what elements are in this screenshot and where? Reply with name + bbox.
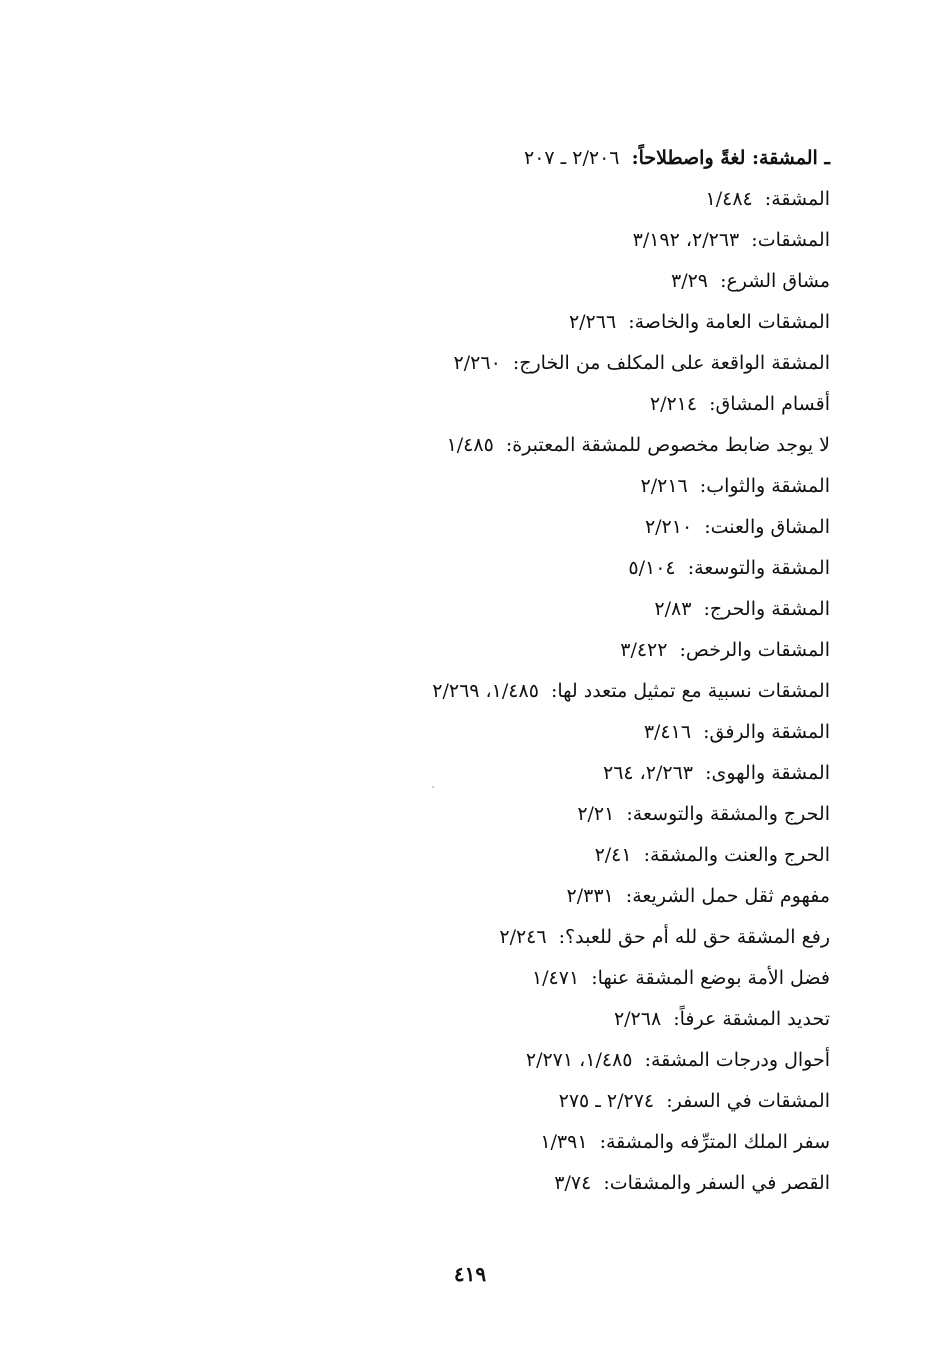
index-entry <box>130 794 830 835</box>
index-entry <box>130 507 830 548</box>
index-entry <box>130 630 830 671</box>
entry-term: المشقة الواقعة على المكلف من الخارج: <box>512 352 830 374</box>
subject-index-list <box>130 138 830 1204</box>
index-entry <box>130 1040 830 1081</box>
entry-ref: ٢/٢٦٨ <box>613 1008 662 1030</box>
index-entry <box>130 999 830 1040</box>
entry-term: أحوال ودرجات المشقة: <box>644 1049 830 1071</box>
entry-ref: ٣/٧٤ <box>554 1172 592 1194</box>
entry-ref: ٢/٣٣١ <box>566 885 614 907</box>
entry-ref: ٢/٤١ <box>594 844 632 866</box>
entry-ref: ١/٤٨٥ <box>446 434 494 456</box>
entry-term: المشقات في السفر: <box>666 1090 830 1112</box>
index-entry <box>130 343 830 384</box>
entry-term: المشقة والحرج: <box>703 598 830 620</box>
entry-term: أقسام المشاق: <box>709 393 830 415</box>
index-entry <box>130 220 830 261</box>
index-entry <box>130 917 830 958</box>
entry-ref: ٢/٢٦٦ <box>568 311 617 333</box>
entry-ref: ٢/٢٦٠ <box>453 352 501 374</box>
entry-ref: ٢/٢١٦ <box>640 475 688 497</box>
entry-ref: ٣/٢٩ <box>670 270 709 292</box>
scan-speck <box>432 786 434 788</box>
index-entry <box>130 1081 830 1122</box>
entry-ref: ٢/٢١٠ <box>644 516 693 538</box>
entry-ref: ١/٤٨٥، ٢/٢٦٩ <box>432 680 539 702</box>
entry-term: المشقة والرفق: <box>703 721 830 743</box>
entry-dash: ـ <box>817 147 830 169</box>
entry-term: المشقة والثواب: <box>699 475 830 497</box>
entry-term: القصر في السفر والمشقات: <box>603 1172 830 1194</box>
index-entry <box>130 1122 830 1163</box>
index-entry <box>130 876 830 917</box>
entry-term: مشاق الشرع: <box>720 270 830 292</box>
entry-term: تحديد المشقة عرفاً: <box>673 1008 830 1030</box>
entry-term: رفع المشقة حق لله أم حق للعبد؟: <box>558 926 830 948</box>
entry-term: المشقة: لغةً واصطلاحاً: <box>631 147 818 169</box>
entry-ref: ٢/٢٧٤ ـ ٢٧٥ <box>558 1090 655 1112</box>
entry-term: الحرج والعنت والمشقة: <box>643 844 830 866</box>
entry-term: المشقات: <box>751 229 830 251</box>
entry-ref: ٣/٤١٦ <box>643 721 692 743</box>
entry-ref: ١/٤٧١ <box>531 967 580 989</box>
entry-term: فضل الأمة بوضع المشقة عنها: <box>591 967 830 989</box>
entry-ref: ٢/٢٦٣، ٣/١٩٢ <box>632 229 740 251</box>
entry-ref: ٢/٢١٤ <box>649 393 698 415</box>
page-number: ٤١٩ <box>453 1262 487 1286</box>
index-entry <box>130 835 830 876</box>
entry-ref: ١/٣٩١ <box>540 1131 588 1153</box>
entry-term: المشقات والرخص: <box>679 639 830 661</box>
index-entry <box>130 753 830 794</box>
entry-term: المشقات العامة والخاصة: <box>628 311 830 333</box>
index-entry <box>130 589 830 630</box>
entry-term: لا يوجد ضابط مخصوص للمشقة المعتبرة: <box>505 434 830 456</box>
index-entry <box>130 466 830 507</box>
entry-ref: ٣/٤٢٢ <box>620 639 668 661</box>
entry-ref: ٢/٢٦٣، ٢٦٤ <box>602 762 694 784</box>
entry-term: المشقات نسبية مع تمثيل متعدد لها: <box>550 680 830 702</box>
index-entry <box>130 384 830 425</box>
entry-ref: ٢/٢١ <box>577 803 615 825</box>
entry-ref: ٥/١٠٤ <box>628 557 676 579</box>
entry-ref: ١/٤٨٥، ٢/٢٧١ <box>525 1049 633 1071</box>
index-entry <box>130 712 830 753</box>
index-entry <box>130 548 830 589</box>
entry-term: مفهوم ثقل حمل الشريعة: <box>625 885 830 907</box>
entry-ref: ٢/٢٠٦ ـ ٢٠٧ <box>524 147 620 169</box>
entry-term: المشقة: <box>764 188 830 210</box>
index-entry <box>130 179 830 220</box>
entry-ref: ١/٤٨٤ <box>705 188 753 210</box>
entry-term: المشقة والتوسعة: <box>687 557 830 579</box>
entry-term: المشقة والهوى: <box>705 762 830 784</box>
index-entry <box>130 1163 830 1204</box>
index-entry <box>130 958 830 999</box>
index-entry <box>130 261 830 302</box>
entry-ref: ٢/٨٣ <box>654 598 692 620</box>
entry-term: الحرج والمشقة والتوسعة: <box>626 803 830 825</box>
entry-ref: ٢/٢٤٦ <box>499 926 547 948</box>
index-entry <box>130 425 830 466</box>
entry-term: سفر الملك المترِّفه والمشقة: <box>599 1131 830 1153</box>
index-entry <box>130 671 830 712</box>
index-entry <box>130 138 830 179</box>
index-entry <box>130 302 830 343</box>
entry-term: المشاق والعنت: <box>704 516 830 538</box>
